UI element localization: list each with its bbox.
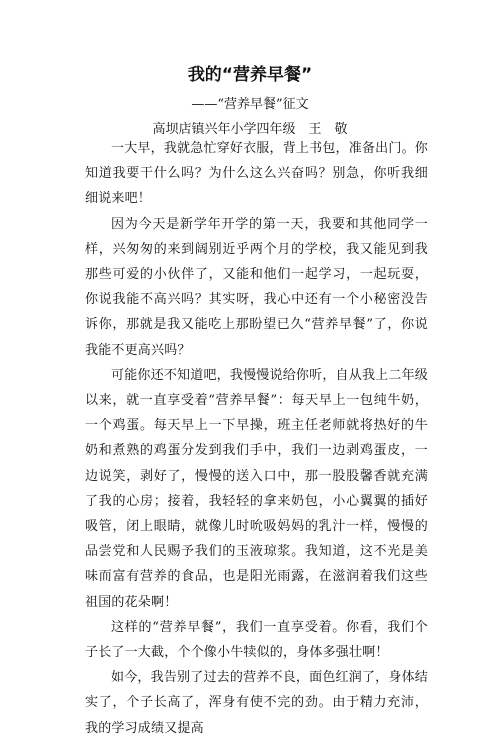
paragraph: 这样的“营养早餐”，我们一直享受着。你看，我们个子长了一大截，个个像小牛犊似的，身体多强壮啊！ — [85, 619, 428, 661]
essay-title: 我的“营养早餐” — [187, 65, 313, 85]
essay-body — [85, 136, 428, 741]
paragraph: 可能你还不知道吧，我慢慢说给你听，自从我上二年级以来，就一直享受着“营养早餐”：每天早上一包纯牛奶，一个鸡蛋。每天早上一下早操，班主任老师就将热好的牛奶和煮熟的鸡蛋分发到我们手中，我们一边剥鸡蛋皮，一边说笑，剥好了，慢慢的送入口中，那一股股馨香就充满了我的心房；接着，我轻轻的拿来奶包，小心翼翼的插好吸管，闭上眼睛，就像儿时吮吸妈妈的乳汁一样，慢慢的品尝党和人民赐予我们的玉液琼浆。我知道，这不光是美味而富有营养的食品，也是阳光雨露，在滋润着我们这些祖国的花朵啊！ — [85, 367, 428, 610]
essay-subtitle: ——“营养早餐”征文 — [191, 97, 309, 112]
paragraph: 因为今天是新学年开学的第一天，我要和其他同学一样，兴匆匆的来到阔别近乎两个月的学校，我又能见到我那些可爱的小伙伴了，又能和他们一起学习，一起玩耍，你说我能不高兴吗？其实呀，我心中还有一个小秘密没告诉你，那就是我又能吃上那盼望已久“营养早餐”了，你说我能不更高兴吗？ — [85, 216, 428, 358]
paragraph: 如今，我告别了过去的营养不良，面色红润了，身体结实了，个子长高了，浑身有使不完的劲。由于精力充沛，我的学习成绩又提高 — [85, 670, 428, 736]
author-line: 高坝店镇兴年小学四年级 王 敬 — [152, 122, 348, 137]
paragraph: 一大早，我就急忙穿好衣服，背上书包，准备出门。你知道我要干什么吗？为什么这么兴奋吗？别急，你听我细细说来吧！ — [85, 141, 428, 207]
